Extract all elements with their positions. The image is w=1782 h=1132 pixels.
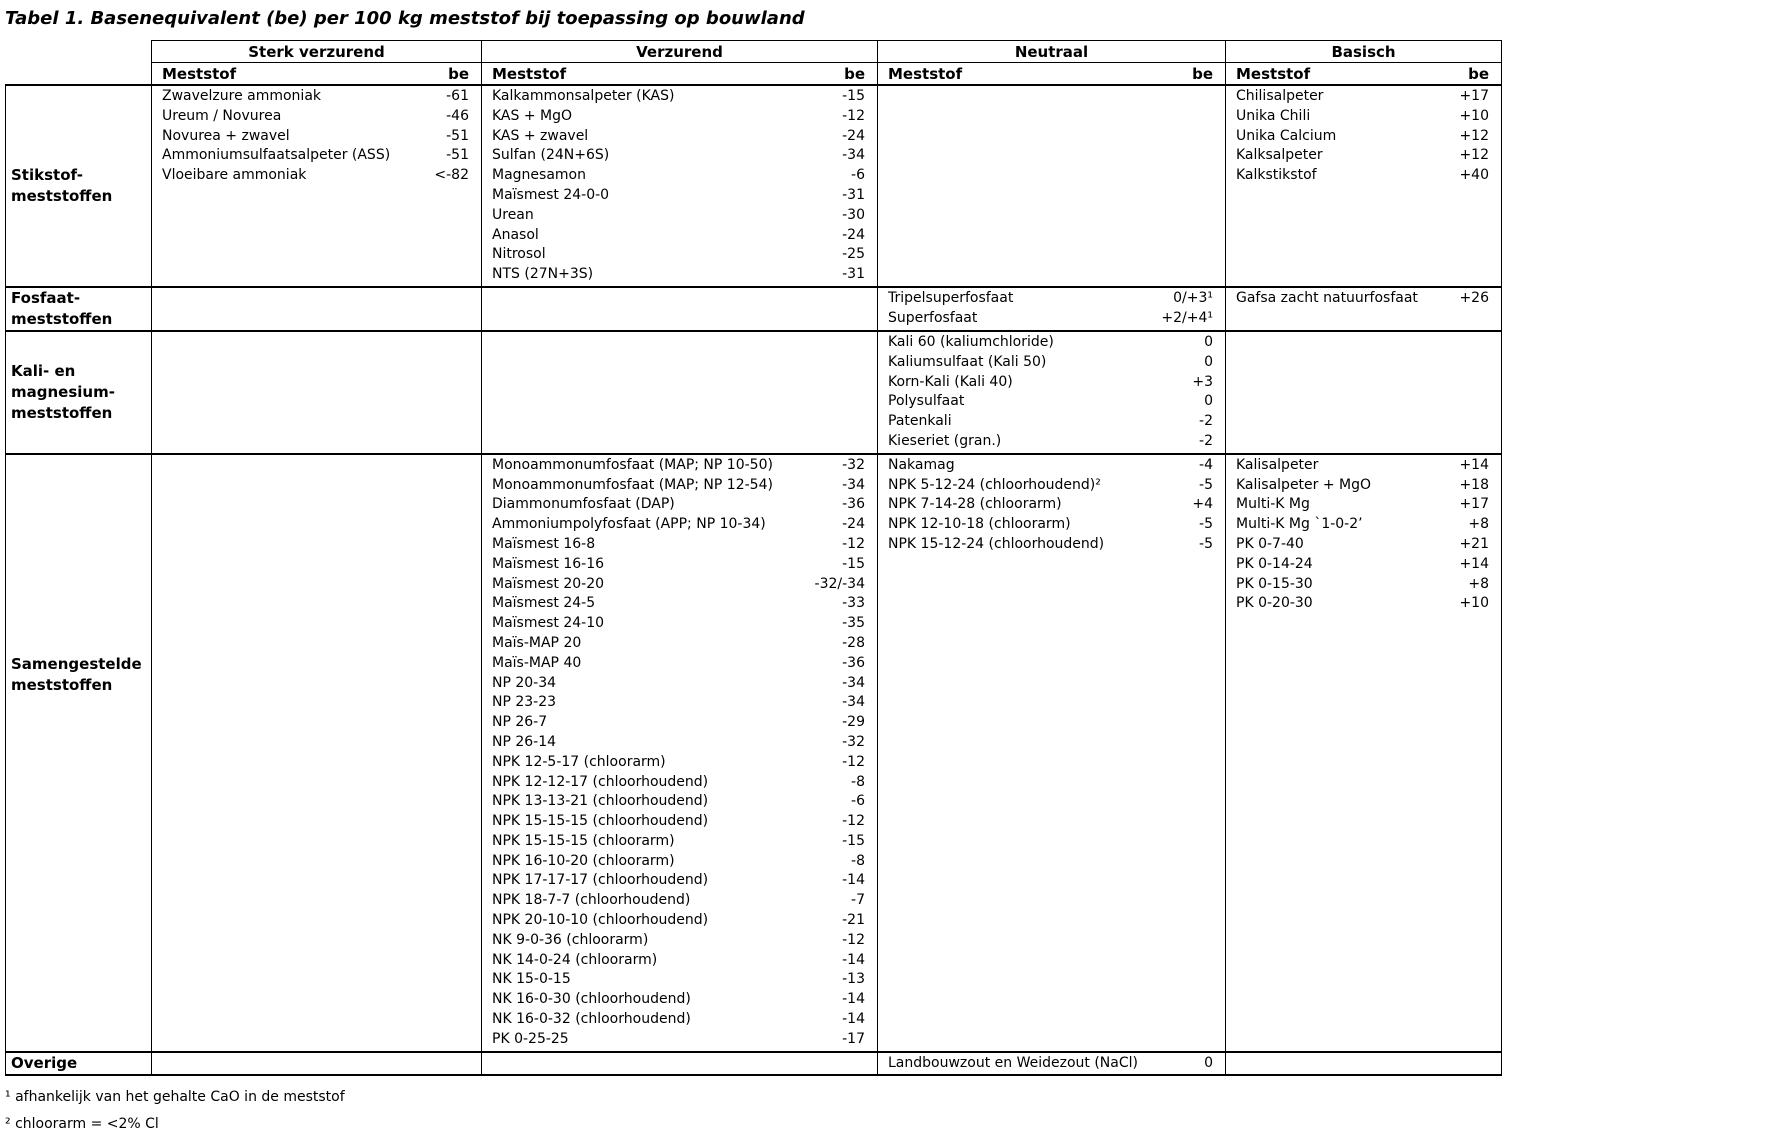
be-value: 0 xyxy=(1204,353,1213,370)
meststof-name: NPK 5-12-24 (chloorhoudend)² xyxy=(888,476,1101,493)
meststof-name: NPK 12-10-18 (chloorarm) xyxy=(888,516,1071,533)
be-value: 0 xyxy=(1204,393,1213,410)
meststof-name: NK 15-0-15 xyxy=(492,971,571,988)
row-group-label-line: Samengestelde xyxy=(11,654,142,673)
col-group-verzurend: Verzurend xyxy=(482,41,878,63)
meststof-name: Superfosfaat xyxy=(888,309,978,326)
be-value: -2 xyxy=(1199,413,1213,430)
meststof-name: NPK 17-17-17 (chloorhoudend) xyxy=(492,872,709,889)
meststof-name: Unika Calcium xyxy=(1236,127,1337,144)
meststof-name: Kieseriet (gran.) xyxy=(888,432,1002,449)
meststof-name: PK 0-15-30 xyxy=(1236,575,1313,592)
be-value: -35 xyxy=(842,615,865,632)
meststof-name: Kali 60 (kaliumchloride) xyxy=(888,333,1054,350)
meststof-name: Patenkali xyxy=(888,413,952,430)
meststof-name: Maïsmest 24-5 xyxy=(492,595,596,612)
be-value: -17 xyxy=(842,1030,865,1047)
be-column-label: be xyxy=(448,64,469,83)
meststof-name: Kaliumsulfaat (Kali 50) xyxy=(888,353,1047,370)
cell-overige-sterk_verzurend xyxy=(152,1052,482,1076)
meststof-name: Monoammonumfosfaat (MAP; NP 10-50) xyxy=(492,456,773,473)
meststof-name: NK 16-0-30 (chloorhoudend) xyxy=(492,991,691,1008)
cell-overige-verzurend xyxy=(482,1052,878,1076)
meststof-name: NPK 13-13-21 (chloorhoudend) xyxy=(492,793,709,810)
meststof-name: Vloeibare ammoniak xyxy=(162,167,307,184)
be-value: -30 xyxy=(842,206,865,223)
be-value: -51 xyxy=(446,127,469,144)
meststof-name: Polysulfaat xyxy=(888,393,965,410)
row-group-label-line: meststoffen xyxy=(11,403,113,422)
be-column-label: be xyxy=(844,64,865,83)
be-value: 0/+3¹ xyxy=(1173,289,1213,306)
meststof-name: NK 9-0-36 (chloorarm) xyxy=(492,931,649,948)
meststof-name: Nakamag xyxy=(888,456,955,473)
footnotes xyxy=(5,1089,1782,1132)
row-group-label-kali xyxy=(6,331,152,454)
be-column-label: be xyxy=(1192,64,1213,83)
col-group-basisch: Basisch xyxy=(1226,41,1502,63)
meststof-name: Magnesamon xyxy=(492,167,586,184)
row-group-label-line: Overige xyxy=(11,1053,78,1072)
cell-kali-sterk_verzurend xyxy=(152,331,482,454)
be-value: +10 xyxy=(1459,107,1489,124)
meststof-name: Maïsmest 24-10 xyxy=(492,615,605,632)
be-value: +2/+4¹ xyxy=(1161,309,1213,326)
page-title: Tabel 1. Basenequivalent (be) per 100 kg meststof bij toepassing op bouwland xyxy=(5,8,805,29)
be-value: +26 xyxy=(1459,289,1489,306)
corner-blank-top xyxy=(6,41,152,63)
be-value: -6 xyxy=(851,167,865,184)
meststof-name: Novurea + zwavel xyxy=(162,127,290,144)
meststof-name: Chilisalpeter xyxy=(1236,88,1324,104)
meststof-name: NPK 12-12-17 (chloorhoudend) xyxy=(492,773,709,790)
be-value: -13 xyxy=(842,971,865,988)
meststof-name: Korn-Kali (Kali 40) xyxy=(888,373,1013,390)
be-value: -12 xyxy=(842,931,865,948)
be-value: -61 xyxy=(446,88,469,104)
row-group-label-fosfaat xyxy=(6,287,152,331)
meststof-name: KAS + zwavel xyxy=(492,127,589,144)
be-value: -12 xyxy=(842,535,865,552)
meststof-name: Sulfan (24N+6S) xyxy=(492,147,610,164)
be-value: -24 xyxy=(842,516,865,533)
cell-samengestelde-neutraal xyxy=(878,454,1226,1052)
footnote-cao: ¹ afhankelijk van het gehalte CaO in de meststof xyxy=(5,1089,345,1106)
be-value: +4 xyxy=(1192,496,1213,513)
meststof-name: Urean xyxy=(492,206,534,223)
be-value: +12 xyxy=(1459,127,1489,144)
sub-header-basisch xyxy=(1226,63,1502,86)
be-value: -5 xyxy=(1199,476,1213,493)
be-value: -34 xyxy=(842,476,865,493)
meststof-name: Unika Chili xyxy=(1236,107,1311,124)
cell-kali-basisch xyxy=(1226,331,1502,454)
meststof-name: Maïsmest 16-8 xyxy=(492,535,596,552)
basenequivalent-table xyxy=(5,40,1502,1076)
be-value: -7 xyxy=(851,892,865,909)
be-value: -4 xyxy=(1199,456,1213,473)
meststof-name: PK 0-20-30 xyxy=(1236,595,1313,612)
cell-fosfaat-sterk_verzurend xyxy=(152,287,482,331)
be-value: -21 xyxy=(842,912,865,929)
be-value: -8 xyxy=(851,773,865,790)
be-value: -5 xyxy=(1199,535,1213,552)
meststof-column-label: Meststof xyxy=(888,64,963,83)
row-group-label-line: meststoffen xyxy=(11,186,113,205)
meststof-name: NPK 15-15-15 (chloorhoudend) xyxy=(492,813,709,830)
row-group-overige xyxy=(6,1052,1502,1076)
meststof-name: Landbouwzout en Weidezout (NaCl) xyxy=(888,1054,1138,1071)
meststof-name: Multi-K Mg xyxy=(1236,496,1310,513)
be-value: -5 xyxy=(1199,516,1213,533)
row-group-fosfaat xyxy=(6,287,1502,331)
be-value: -46 xyxy=(446,107,469,124)
be-value: -36 xyxy=(842,654,865,671)
meststof-name: Maïsmest 16-16 xyxy=(492,555,605,572)
be-value: -15 xyxy=(842,832,865,849)
meststof-name: Anasol xyxy=(492,226,539,243)
be-value: 0 xyxy=(1204,1054,1213,1071)
be-value: -28 xyxy=(842,634,865,651)
be-value: +17 xyxy=(1459,496,1489,513)
meststof-column-label: Meststof xyxy=(1236,64,1311,83)
be-value: -31 xyxy=(842,186,865,203)
meststof-name: NK 16-0-32 (chloorhoudend) xyxy=(492,1011,691,1028)
cell-kali-verzurend xyxy=(482,331,878,454)
meststof-name: Kalksalpeter xyxy=(1236,147,1323,164)
row-group-label-stikstof xyxy=(6,85,152,287)
meststof-name: Kalisalpeter xyxy=(1236,456,1319,473)
meststof-name: PK 0-25-25 xyxy=(492,1030,569,1047)
be-value: +14 xyxy=(1459,555,1489,572)
be-value: +40 xyxy=(1459,167,1489,184)
be-value: -12 xyxy=(842,753,865,770)
meststof-column-label: Meststof xyxy=(162,64,237,83)
cell-samengestelde-sterk_verzurend xyxy=(152,454,482,1052)
col-group-sterk-verzurend: Sterk verzurend xyxy=(152,41,482,63)
meststof-name: NK 14-0-24 (chloorarm) xyxy=(492,951,658,968)
cell-stikstof-sterk_verzurend xyxy=(152,85,482,287)
meststof-name: NPK 16-10-20 (chloorarm) xyxy=(492,852,675,869)
cell-fosfaat-verzurend xyxy=(482,287,878,331)
row-group-kali xyxy=(6,331,1502,454)
meststof-name: Diammonumfosfaat (DAP) xyxy=(492,496,675,513)
meststof-name: Ureum / Novurea xyxy=(162,107,282,124)
be-value: -6 xyxy=(851,793,865,810)
cell-stikstof-verzurend xyxy=(482,85,878,287)
be-value: -51 xyxy=(446,147,469,164)
cell-overige-basisch xyxy=(1226,1052,1502,1076)
col-group-neutraal: Neutraal xyxy=(878,41,1226,63)
meststof-name: Zwavelzure ammoniak xyxy=(162,88,322,104)
corner-blank-sub xyxy=(6,63,152,86)
cell-fosfaat-basisch xyxy=(1226,287,1502,331)
meststof-name: Kalkammonsalpeter (KAS) xyxy=(492,88,675,104)
meststof-name: Ammoniumsulfaatsalpeter (ASS) xyxy=(162,147,391,164)
meststof-name: Maïsmest 24-0-0 xyxy=(492,186,610,203)
meststof-name: NPK 7-14-28 (chloorarm) xyxy=(888,496,1062,513)
be-value: -36 xyxy=(842,496,865,513)
be-value: +21 xyxy=(1459,535,1489,552)
row-group-label-overige xyxy=(6,1052,152,1076)
be-value: -24 xyxy=(842,127,865,144)
meststof-name: Nitrosol xyxy=(492,246,546,263)
be-value: -32 xyxy=(842,733,865,750)
cell-stikstof-neutraal xyxy=(878,85,1226,287)
be-value: +8 xyxy=(1468,575,1489,592)
meststof-name: NPK 15-12-24 (chloorhoudend) xyxy=(888,535,1105,552)
meststof-name: NP 23-23 xyxy=(492,694,557,711)
be-value: 0 xyxy=(1204,333,1213,350)
cell-samengestelde-verzurend xyxy=(482,454,878,1052)
meststof-name: NTS (27N+3S) xyxy=(492,266,594,283)
row-group-stikstof xyxy=(6,85,1502,287)
be-value: +10 xyxy=(1459,595,1489,612)
cell-stikstof-basisch xyxy=(1226,85,1502,287)
meststof-name: PK 0-14-24 xyxy=(1236,555,1313,572)
meststof-name: Maïsmest 20-20 xyxy=(492,575,605,592)
be-value: +14 xyxy=(1459,456,1489,473)
be-value: -2 xyxy=(1199,432,1213,449)
be-value: +3 xyxy=(1192,373,1213,390)
be-value: -14 xyxy=(842,951,865,968)
row-group-label-line: Kali- en xyxy=(11,361,76,380)
be-value: -12 xyxy=(842,813,865,830)
be-value: +18 xyxy=(1459,476,1489,493)
meststof-name: KAS + MgO xyxy=(492,107,573,124)
be-value: -14 xyxy=(842,991,865,1008)
meststof-name: NPK 12-5-17 (chloorarm) xyxy=(492,753,666,770)
sub-header-sterk-verzurend xyxy=(152,63,482,86)
footnote-chloorarm: ² chloorarm = <2% Cl xyxy=(5,1116,159,1132)
cell-fosfaat-neutraal xyxy=(878,287,1226,331)
be-value: -15 xyxy=(842,555,865,572)
be-value: <-82 xyxy=(434,167,469,184)
be-value: -25 xyxy=(842,246,865,263)
row-group-label-samengestelde xyxy=(6,454,152,1052)
sub-header-verzurend xyxy=(482,63,878,86)
be-value: -31 xyxy=(842,266,865,283)
meststof-name: Ammoniumpolyfosfaat (APP; NP 10-34) xyxy=(492,516,766,533)
row-group-samengestelde xyxy=(6,454,1502,1052)
row-group-label-line: Fosfaat- xyxy=(11,288,81,307)
be-value: -14 xyxy=(842,1011,865,1028)
be-value: -8 xyxy=(851,852,865,869)
be-value: -29 xyxy=(842,714,865,731)
row-group-label-line: meststoffen xyxy=(11,675,113,694)
meststof-name: NP 20-34 xyxy=(492,674,557,691)
meststof-name: Tripelsuperfosfaat xyxy=(888,289,1014,306)
meststof-name: Maïs-MAP 40 xyxy=(492,654,582,671)
row-group-label-line: Stikstof- xyxy=(11,165,83,184)
be-value: +17 xyxy=(1459,88,1489,104)
cell-kali-neutraal xyxy=(878,331,1226,454)
be-column-label: be xyxy=(1468,64,1489,83)
meststof-name: NPK 18-7-7 (chloorhoudend) xyxy=(492,892,691,909)
be-value: -32/-34 xyxy=(814,575,865,592)
be-value: +8 xyxy=(1468,516,1489,533)
be-value: -34 xyxy=(842,674,865,691)
meststof-name: Gafsa zacht natuurfosfaat xyxy=(1236,289,1418,306)
meststof-name: Kalkstikstof xyxy=(1236,167,1317,184)
meststof-name: NP 26-14 xyxy=(492,733,557,750)
meststof-name: NP 26-7 xyxy=(492,714,548,731)
sub-header-neutraal xyxy=(878,63,1226,86)
be-value: -34 xyxy=(842,694,865,711)
meststof-name: Multi-K Mg `1-0-2’ xyxy=(1236,516,1363,533)
cell-overige-neutraal xyxy=(878,1052,1226,1076)
be-value: -33 xyxy=(842,595,865,612)
meststof-name: Maïs-MAP 20 xyxy=(492,634,582,651)
row-group-label-line: magnesium- xyxy=(11,382,115,401)
meststof-column-label: Meststof xyxy=(492,64,567,83)
be-value: -32 xyxy=(842,456,865,473)
be-value: -12 xyxy=(842,107,865,124)
meststof-name: NPK 20-10-10 (chloorhoudend) xyxy=(492,912,709,929)
be-value: -14 xyxy=(842,872,865,889)
be-value: -15 xyxy=(842,88,865,104)
be-value: -34 xyxy=(842,147,865,164)
meststof-name: NPK 15-15-15 (chloorarm) xyxy=(492,832,675,849)
meststof-name: PK 0-7-40 xyxy=(1236,535,1304,552)
row-group-label-line: meststoffen xyxy=(11,309,113,328)
cell-samengestelde-basisch xyxy=(1226,454,1502,1052)
meststof-name: Monoammonumfosfaat (MAP; NP 12-54) xyxy=(492,476,773,493)
be-value: -24 xyxy=(842,226,865,243)
be-value: +12 xyxy=(1459,147,1489,164)
meststof-name: Kalisalpeter + MgO xyxy=(1236,476,1372,493)
